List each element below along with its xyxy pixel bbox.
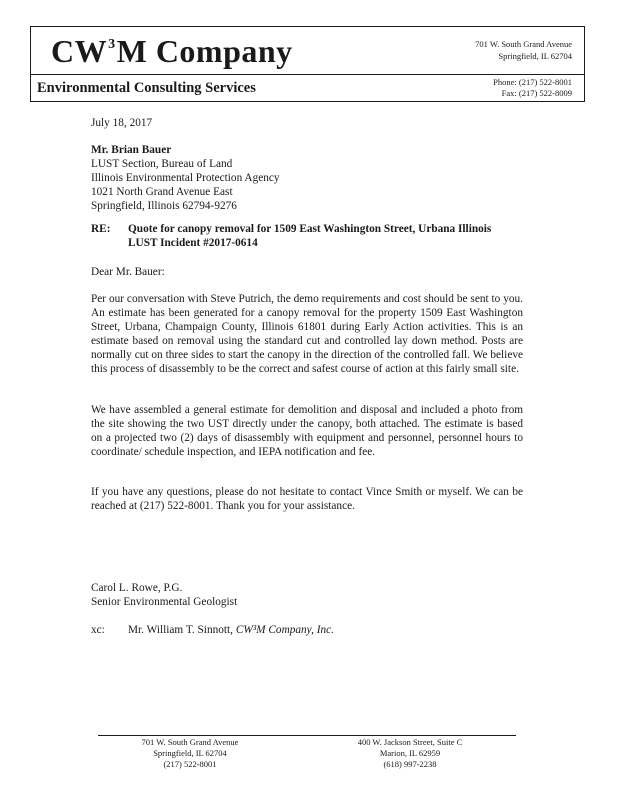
footer-right-line1: 400 W. Jackson Street, Suite C — [357, 737, 463, 747]
company-name-prefix: CW — [51, 33, 108, 69]
letterhead-divider — [31, 74, 584, 75]
recipient-line3: 1021 North Grand Avenue East — [91, 185, 233, 198]
footer-office-marion — [330, 737, 490, 770]
company-name — [51, 35, 293, 75]
cc-company: CW³M Company, Inc. — [235, 624, 334, 636]
recipient-line1: LUST Section, Bureau of Land — [91, 157, 233, 170]
subject-line1: Quote for canopy removal for 1509 East Washington Street, Urbana Illinois — [128, 223, 492, 235]
footer-right-line2: Marion, IL 62959 — [379, 748, 441, 758]
paragraph-3: If you have any questions, please do not hesitate to contact Vince Smith or myself. We can be reached at (217) 522-8001. Thank you for your assistance. — [91, 486, 523, 512]
letterhead — [30, 26, 585, 102]
company-name-suffix: M Company — [116, 33, 293, 69]
letterhead-fax: Fax: (217) 522-8009 — [501, 88, 572, 98]
signature-block — [91, 582, 523, 610]
letterhead-contact — [493, 77, 572, 99]
salutation: Dear Mr. Bauer: — [91, 266, 165, 278]
footer-divider — [98, 735, 516, 736]
letterhead-address — [475, 38, 572, 62]
subject-line2: LUST Incident #2017-0614 — [128, 236, 258, 249]
company-logo: 3 — [108, 37, 116, 52]
company-subtitle: Environmental Consulting Services — [37, 80, 256, 96]
signer-title: Senior Environmental Geologist — [91, 595, 238, 608]
cc-person: Mr. William T. Sinnott, — [128, 624, 233, 636]
recipient-address — [91, 144, 523, 214]
cc-label: xc: — [91, 624, 105, 636]
paragraph-2: We have assembled a general estimate for demolition and disposal and included a photo from the site showing the two UST directly under the canopy, both attached. The estimate is based on a projected two (2) days of disassembly with equipment and personnel, personnel hours to coordinate/ schedule inspection, and IEPA notification and fee. — [91, 404, 523, 458]
recipient-line2: Illinois Environmental Protection Agency — [91, 171, 280, 184]
signer-name: Carol L. Rowe, P.G. — [91, 582, 183, 594]
footer-left-line2: Springfield, IL 62704 — [153, 748, 227, 758]
subject-text — [128, 223, 528, 251]
letter-date: July 18, 2017 — [91, 117, 153, 129]
footer-left-line3: (217) 522-8001 — [163, 759, 217, 769]
footer-right-line3: (618) 997-2238 — [383, 759, 437, 769]
footer-left-line1: 701 W. South Grand Avenue — [141, 737, 239, 747]
letterhead-address-line2: Springfield, IL 62704 — [498, 51, 572, 61]
paragraph-1: Per our conversation with Steve Putrich, the demo requirements and cost should be sent to you. An estimate has been generated for a canopy removal for the property 1509 East Washington Street, Urbana, Champaign County, Illinois 61801 during Early Action activities. This is an estimate based on removal using the standard cut and controlled lay down method. Posts are normally cut on three sides to start the canopy in the direction of the controlled fall. We believe this process of disassembly to be the correct and safest course of action at this fairly small site. — [91, 293, 523, 375]
subject-label: RE: — [91, 223, 111, 235]
recipient-line4: Springfield, Illinois 62794-9276 — [91, 199, 237, 212]
recipient-name: Mr. Brian Bauer — [91, 144, 172, 156]
letterhead-address-line1: 701 W. South Grand Avenue — [475, 39, 572, 49]
footer-office-springfield — [110, 737, 270, 770]
cc-recipient — [128, 624, 334, 638]
letterhead-phone: Phone: (217) 522-8001 — [493, 77, 572, 87]
